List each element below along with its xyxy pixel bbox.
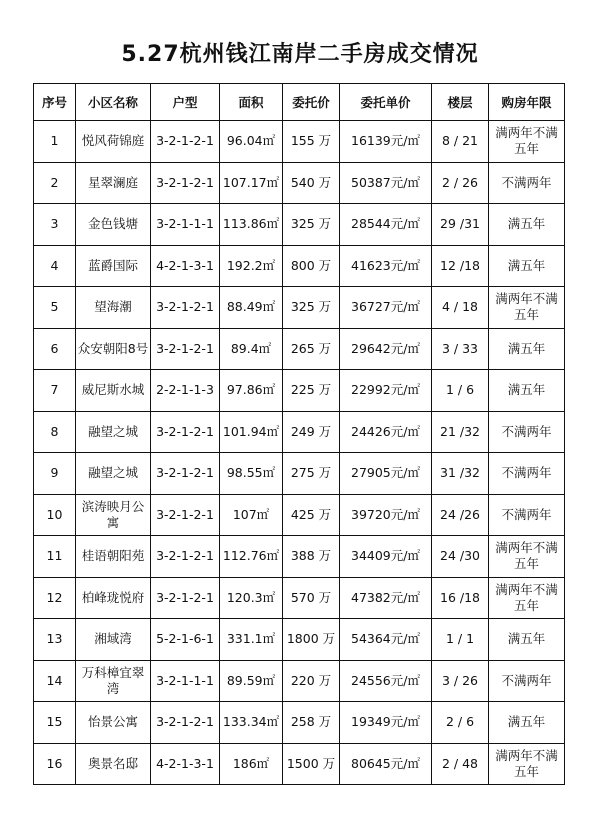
cell-listing-price: 155 万 (283, 121, 340, 163)
cell-ownership-years: 不满两年 (489, 411, 565, 453)
table-row (34, 287, 565, 329)
cell-listing-price: 325 万 (283, 204, 340, 246)
table-header-row (34, 84, 565, 121)
cell-serial-number: 9 (34, 453, 76, 495)
cell-unit-price: 19349元/㎡ (340, 702, 432, 744)
header-serial-number: 序号 (34, 84, 76, 121)
table-body (34, 121, 565, 785)
cell-layout: 3-2-1-2-1 (151, 494, 220, 536)
cell-serial-number: 6 (34, 328, 76, 370)
cell-community-name: 蓝爵国际 (76, 245, 151, 287)
table-row (34, 536, 565, 578)
table-row (34, 162, 565, 204)
header-listing-price: 委托价 (283, 84, 340, 121)
cell-community-name: 柏峰珑悦府 (76, 577, 151, 619)
cell-unit-price: 28544元/㎡ (340, 204, 432, 246)
table-row (34, 121, 565, 163)
cell-community-name: 望海潮 (76, 287, 151, 329)
cell-layout: 3-2-1-2-1 (151, 287, 220, 329)
cell-area: 89.4㎡ (220, 328, 283, 370)
cell-floor: 31 /32 (432, 453, 489, 495)
cell-ownership-years: 满五年 (489, 245, 565, 287)
cell-ownership-years: 满五年 (489, 204, 565, 246)
header-layout: 户型 (151, 84, 220, 121)
cell-serial-number: 5 (34, 287, 76, 329)
cell-floor: 24 /30 (432, 536, 489, 578)
table-row (34, 411, 565, 453)
table-row (34, 245, 565, 287)
cell-community-name: 奥景名邸 (76, 743, 151, 785)
cell-area: 101.94㎡ (220, 411, 283, 453)
cell-listing-price: 275 万 (283, 453, 340, 495)
cell-layout: 3-2-1-2-1 (151, 702, 220, 744)
cell-area: 331.1㎡ (220, 619, 283, 661)
cell-unit-price: 29642元/㎡ (340, 328, 432, 370)
cell-unit-price: 41623元/㎡ (340, 245, 432, 287)
cell-floor: 3 / 33 (432, 328, 489, 370)
header-unit-price: 委托单价 (340, 84, 432, 121)
cell-layout: 3-2-1-2-1 (151, 536, 220, 578)
cell-layout: 3-2-1-1-1 (151, 660, 220, 702)
cell-area: 107.17㎡ (220, 162, 283, 204)
cell-floor: 1 / 6 (432, 370, 489, 412)
cell-layout: 3-2-1-2-1 (151, 411, 220, 453)
cell-listing-price: 540 万 (283, 162, 340, 204)
cell-ownership-years: 不满两年 (489, 162, 565, 204)
cell-serial-number: 2 (34, 162, 76, 204)
cell-floor: 2 / 6 (432, 702, 489, 744)
cell-listing-price: 325 万 (283, 287, 340, 329)
cell-area: 97.86㎡ (220, 370, 283, 412)
cell-unit-price: 36727元/㎡ (340, 287, 432, 329)
cell-serial-number: 8 (34, 411, 76, 453)
cell-unit-price: 54364元/㎡ (340, 619, 432, 661)
cell-listing-price: 1500 万 (283, 743, 340, 785)
cell-ownership-years: 满五年 (489, 702, 565, 744)
cell-unit-price: 27905元/㎡ (340, 453, 432, 495)
cell-community-name: 金色钱塘 (76, 204, 151, 246)
cell-community-name: 融望之城 (76, 453, 151, 495)
table-row (34, 204, 565, 246)
cell-community-name: 威尼斯水城 (76, 370, 151, 412)
cell-serial-number: 4 (34, 245, 76, 287)
header-community-name: 小区名称 (76, 84, 151, 121)
cell-unit-price: 50387元/㎡ (340, 162, 432, 204)
cell-floor: 8 / 21 (432, 121, 489, 163)
cell-unit-price: 24556元/㎡ (340, 660, 432, 702)
cell-floor: 16 /18 (432, 577, 489, 619)
table-row (34, 453, 565, 495)
cell-area: 112.76㎡ (220, 536, 283, 578)
cell-floor: 4 / 18 (432, 287, 489, 329)
cell-serial-number: 1 (34, 121, 76, 163)
cell-ownership-years: 满两年不满五年 (489, 536, 565, 578)
table-row (34, 577, 565, 619)
cell-unit-price: 39720元/㎡ (340, 494, 432, 536)
table-row (34, 494, 565, 536)
cell-layout: 3-2-1-2-1 (151, 577, 220, 619)
cell-community-name: 星翠澜庭 (76, 162, 151, 204)
cell-layout: 3-2-1-2-1 (151, 328, 220, 370)
cell-area: 133.34㎡ (220, 702, 283, 744)
cell-serial-number: 15 (34, 702, 76, 744)
table-row (34, 328, 565, 370)
cell-listing-price: 220 万 (283, 660, 340, 702)
cell-ownership-years: 满两年不满五年 (489, 743, 565, 785)
cell-unit-price: 80645元/㎡ (340, 743, 432, 785)
cell-ownership-years: 满两年不满五年 (489, 121, 565, 163)
cell-area: 113.86㎡ (220, 204, 283, 246)
cell-floor: 21 /32 (432, 411, 489, 453)
cell-community-name: 桂语朝阳苑 (76, 536, 151, 578)
cell-community-name: 滨涛映月公寓 (76, 494, 151, 536)
cell-listing-price: 258 万 (283, 702, 340, 744)
cell-ownership-years: 满五年 (489, 619, 565, 661)
cell-layout: 5-2-1-6-1 (151, 619, 220, 661)
cell-unit-price: 34409元/㎡ (340, 536, 432, 578)
table-row (34, 370, 565, 412)
cell-area: 107㎡ (220, 494, 283, 536)
cell-serial-number: 12 (34, 577, 76, 619)
header-area: 面积 (220, 84, 283, 121)
cell-ownership-years: 满五年 (489, 370, 565, 412)
cell-serial-number: 3 (34, 204, 76, 246)
cell-area: 192.2㎡ (220, 245, 283, 287)
cell-layout: 3-2-1-2-1 (151, 162, 220, 204)
cell-serial-number: 14 (34, 660, 76, 702)
cell-unit-price: 24426元/㎡ (340, 411, 432, 453)
cell-area: 88.49㎡ (220, 287, 283, 329)
page-title: 5.27杭州钱江南岸二手房成交情况 (121, 42, 479, 67)
header-ownership-years: 购房年限 (489, 84, 565, 121)
cell-area: 89.59㎡ (220, 660, 283, 702)
cell-layout: 3-2-1-1-1 (151, 204, 220, 246)
cell-area: 98.55㎡ (220, 453, 283, 495)
cell-unit-price: 22992元/㎡ (340, 370, 432, 412)
cell-serial-number: 10 (34, 494, 76, 536)
cell-community-name: 万科樟宜翠湾 (76, 660, 151, 702)
cell-area: 186㎡ (220, 743, 283, 785)
cell-layout: 4-2-1-3-1 (151, 743, 220, 785)
cell-area: 120.3㎡ (220, 577, 283, 619)
cell-layout: 2-2-1-1-3 (151, 370, 220, 412)
cell-floor: 2 / 26 (432, 162, 489, 204)
cell-ownership-years: 满两年不满五年 (489, 287, 565, 329)
cell-serial-number: 11 (34, 536, 76, 578)
table-row (34, 660, 565, 702)
cell-listing-price: 265 万 (283, 328, 340, 370)
cell-unit-price: 47382元/㎡ (340, 577, 432, 619)
cell-layout: 4-2-1-3-1 (151, 245, 220, 287)
cell-community-name: 怡景公寓 (76, 702, 151, 744)
cell-listing-price: 388 万 (283, 536, 340, 578)
cell-unit-price: 16139元/㎡ (340, 121, 432, 163)
cell-listing-price: 425 万 (283, 494, 340, 536)
cell-layout: 3-2-1-2-1 (151, 453, 220, 495)
cell-listing-price: 1800 万 (283, 619, 340, 661)
cell-ownership-years: 不满两年 (489, 660, 565, 702)
cell-community-name: 融望之城 (76, 411, 151, 453)
cell-floor: 12 /18 (432, 245, 489, 287)
cell-floor: 2 / 48 (432, 743, 489, 785)
cell-community-name: 悦风荷锦庭 (76, 121, 151, 163)
header-floor: 楼层 (432, 84, 489, 121)
table-row (34, 702, 565, 744)
transactions-table (33, 83, 565, 785)
cell-ownership-years: 满五年 (489, 328, 565, 370)
cell-ownership-years: 满两年不满五年 (489, 577, 565, 619)
cell-ownership-years: 不满两年 (489, 494, 565, 536)
cell-listing-price: 225 万 (283, 370, 340, 412)
cell-floor: 24 /26 (432, 494, 489, 536)
cell-serial-number: 16 (34, 743, 76, 785)
cell-listing-price: 800 万 (283, 245, 340, 287)
cell-floor: 1 / 1 (432, 619, 489, 661)
cell-community-name: 众安朝阳8号 (76, 328, 151, 370)
cell-listing-price: 570 万 (283, 577, 340, 619)
cell-listing-price: 249 万 (283, 411, 340, 453)
table-row (34, 743, 565, 785)
table-row (34, 619, 565, 661)
cell-serial-number: 13 (34, 619, 76, 661)
cell-layout: 3-2-1-2-1 (151, 121, 220, 163)
cell-serial-number: 7 (34, 370, 76, 412)
cell-area: 96.04㎡ (220, 121, 283, 163)
cell-ownership-years: 不满两年 (489, 453, 565, 495)
cell-floor: 3 / 26 (432, 660, 489, 702)
cell-community-name: 湘域湾 (76, 619, 151, 661)
cell-floor: 29 /31 (432, 204, 489, 246)
